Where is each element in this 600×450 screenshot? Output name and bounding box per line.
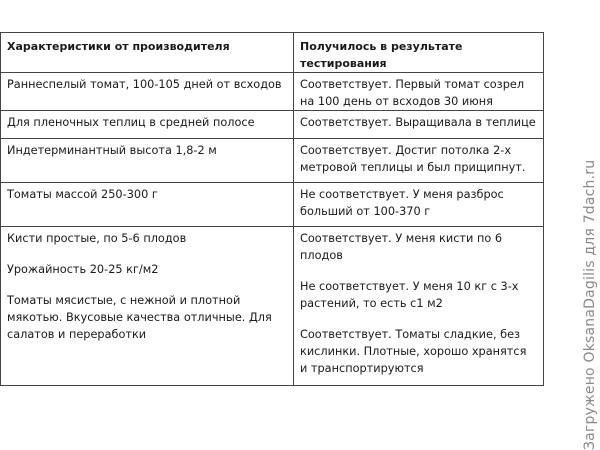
cell-result: Соответствует. Первый томат созрел на 100 день от всходов 30 июня [294,73,544,111]
cell-manufacturer: Раннеспелый томат, 100-105 дней от всходов [1,73,294,111]
cell-result: Не соответствует. У меня 10 кг с 3-х растений, то есть с1 м2 [300,280,519,310]
cell-manufacturer: Урожайность 20-25 кг/м2 [7,263,159,276]
table-row [1,227,544,386]
cell-result: Не соответствует. У меня разброс больший от 100-370 г [294,183,544,227]
table-header-row [1,33,544,73]
watermark-text: Загружено OksanaDagilis для 7dach.ru [582,159,598,450]
cell-result: Соответствует. У меня кисти по 6 плодов [300,232,503,262]
cell-manufacturer-group [1,227,294,386]
comparison-table [0,32,544,386]
table-row [1,73,544,111]
header-test-result: Получилось в результате тестирования [294,33,544,73]
cell-manufacturer: Томаты массой 250-300 г [1,183,294,227]
cell-result: Соответствует. Достиг потолка 2-х метровой теплицы и был прищипнут. [294,139,544,183]
cell-manufacturer: Томаты мясистые, с нежной и плотной мякотью. Вкусовые качества отличные. Для салатов и переработки [7,294,272,341]
table-row [1,111,544,139]
cell-spacer [7,247,287,261]
cell-manufacturer: Индетерминантный высота 1,8-2 м [1,139,294,183]
cell-manufacturer: Для пленочных теплиц в средней полосе [1,111,294,139]
cell-manufacturer: Кисти простые, по 5-6 плодов [7,232,187,245]
table-row [1,183,544,227]
cell-result: Соответствует. Томаты сладкие, без кислинки. Плотные, хорошо хранятся и транспортируются [300,328,527,375]
cell-spacer [300,312,537,326]
cell-spacer [7,278,287,292]
cell-result-group [294,227,544,386]
cell-spacer [300,264,537,278]
cell-result: Соответствует. Выращивала в теплице [294,111,544,139]
table-row [1,139,544,183]
header-manufacturer: Характеристики от производителя [1,33,294,73]
